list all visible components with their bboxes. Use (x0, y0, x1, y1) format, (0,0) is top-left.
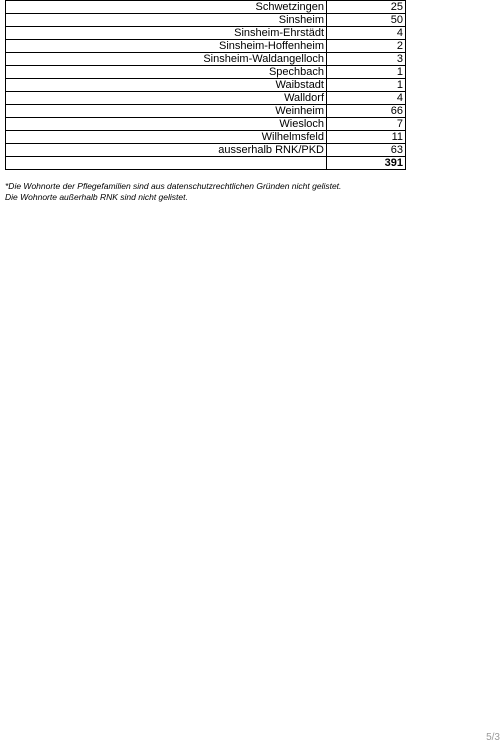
table-row (6, 27, 406, 40)
table-row (6, 40, 406, 53)
footnote-privacy: *Die Wohnorte der Pflegefamilien sind aus datenschutzrechtlichen Gründen nicht gelistet. (5, 181, 342, 191)
count-cell: 11 (327, 131, 406, 144)
table-row (6, 53, 406, 66)
count-cell: 3 (327, 53, 406, 66)
table-row (6, 79, 406, 92)
count-cell: 66 (327, 105, 406, 118)
table-row (6, 92, 406, 105)
count-cell: 7 (327, 118, 406, 131)
place-cell: Weinheim (6, 105, 327, 118)
place-cell: Sinsheim (6, 14, 327, 27)
footnotes (5, 181, 341, 202)
count-cell: 4 (327, 27, 406, 40)
count-cell: 63 (327, 144, 406, 157)
table-row (6, 144, 406, 157)
table-row (6, 14, 406, 27)
residence-count-table (5, 0, 406, 170)
count-cell: 2 (327, 40, 406, 53)
count-cell: 4 (327, 92, 406, 105)
count-cell: 1 (327, 79, 406, 92)
place-cell: Spechbach (6, 66, 327, 79)
table-row (6, 105, 406, 118)
place-cell: Waibstadt (6, 79, 327, 92)
place-cell: Wilhelmsfeld (6, 131, 327, 144)
total-label-cell (6, 157, 327, 170)
table-row (6, 118, 406, 131)
page-number: 5/3 (486, 732, 500, 743)
place-cell: Sinsheim-Hoffenheim (6, 40, 327, 53)
place-cell: Schwetzingen (6, 1, 327, 14)
count-cell: 1 (327, 66, 406, 79)
count-cell: 50 (327, 14, 406, 27)
table-row (6, 66, 406, 79)
table-row (6, 131, 406, 144)
place-cell: Wiesloch (6, 118, 327, 131)
place-cell: Walldorf (6, 92, 327, 105)
count-cell: 25 (327, 1, 406, 14)
footnote-outside-rnk: Die Wohnorte außerhalb RNK sind nicht gelistet. (5, 191, 188, 202)
table-row (6, 1, 406, 14)
place-cell: Sinsheim-Ehrstädt (6, 27, 327, 40)
total-count-cell: 391 (327, 157, 406, 170)
place-cell: ausserhalb RNK/PKD (6, 144, 327, 157)
place-cell: Sinsheim-Waldangelloch (6, 53, 327, 66)
total-row (6, 157, 406, 170)
